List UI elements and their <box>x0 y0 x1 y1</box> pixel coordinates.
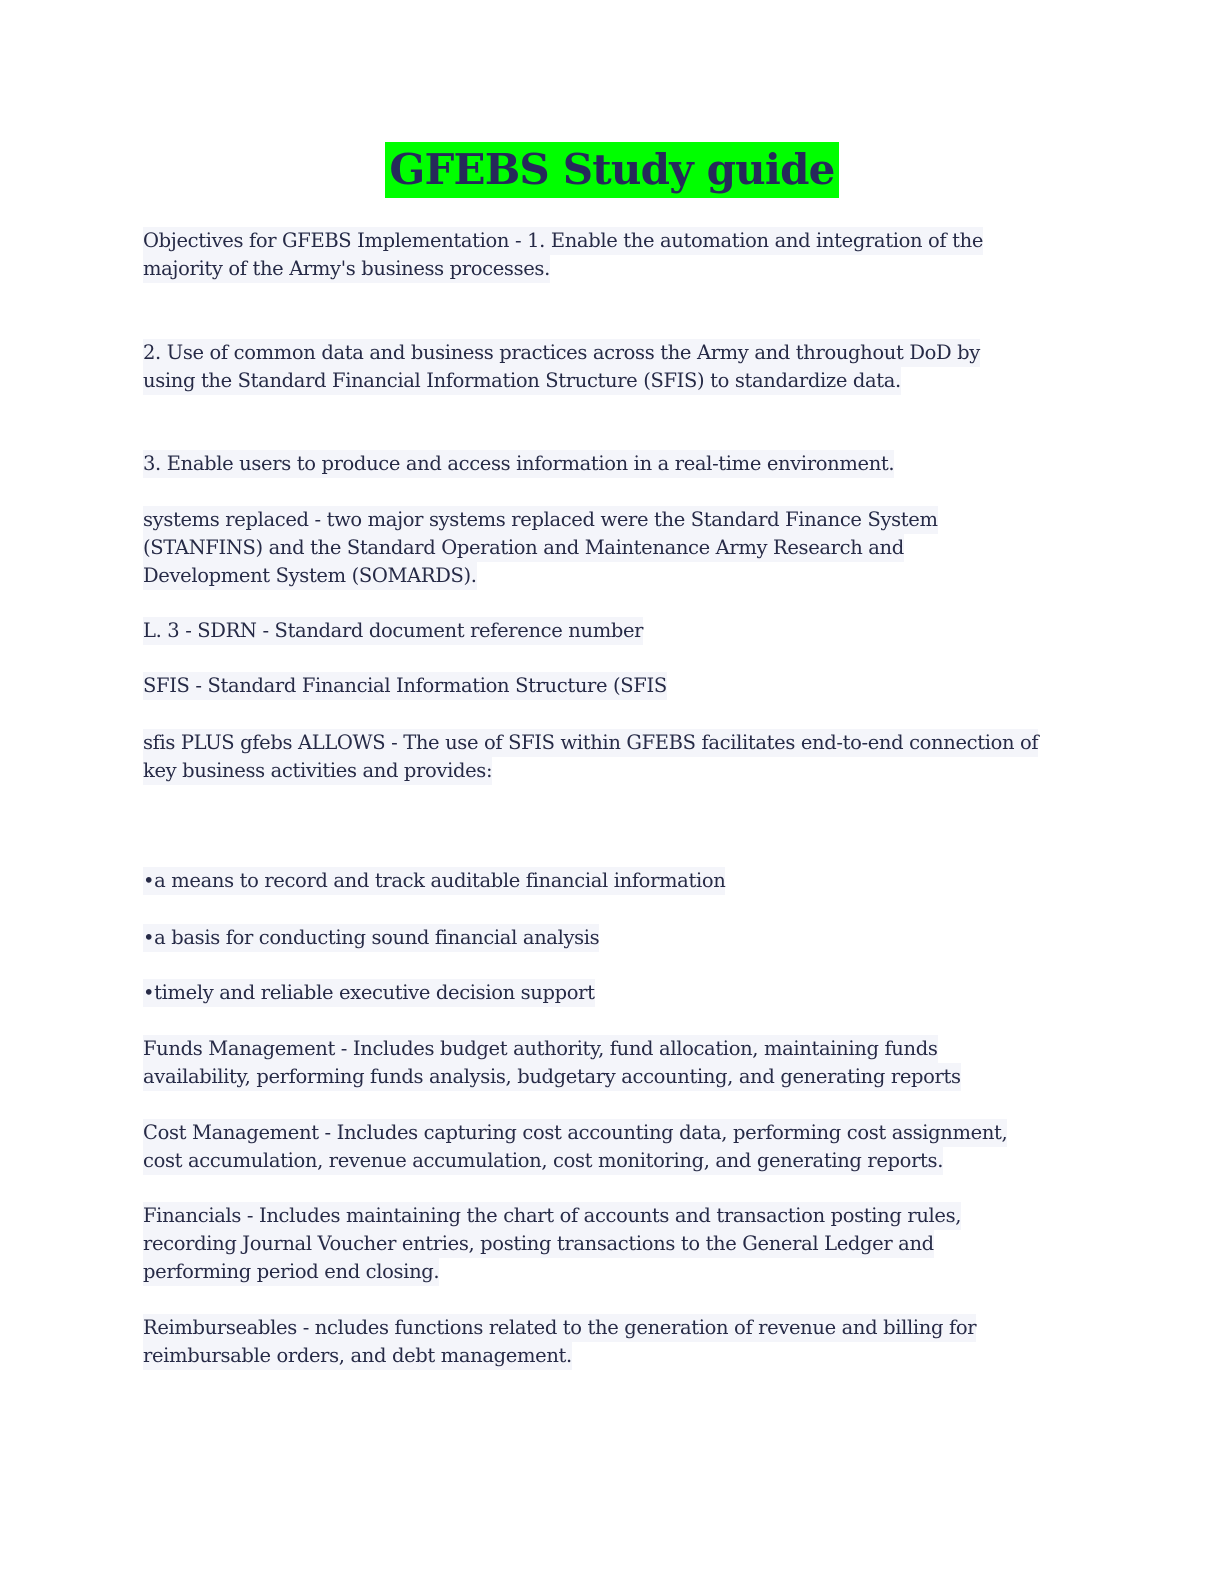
text-line: 2. Use of common data and business practices across the Army and throughout DoD by <box>143 339 980 367</box>
text-line: recording Journal Voucher entries, posting transactions to the General Ledger and <box>143 1230 934 1258</box>
paragraph-sdrn <box>143 617 1103 645</box>
text-line: (STANFINS) and the Standard Operation and Maintenance Army Research and <box>143 534 904 562</box>
title-container <box>0 142 1224 198</box>
paragraph-funds-management <box>143 1035 1103 1091</box>
text-line: 3. Enable users to produce and access information in a real-time environment. <box>143 450 894 478</box>
text-line: Cost Management - Includes capturing cost accounting data, performing cost assignment, <box>143 1119 1007 1147</box>
paragraph-systems-replaced <box>143 506 1103 590</box>
text-line: cost accumulation, revenue accumulation, cost monitoring, and generating reports. <box>143 1147 943 1175</box>
paragraph-objective-2 <box>143 339 1103 395</box>
text-line: majority of the Army's business processes. <box>143 255 550 283</box>
text-line: •a basis for conducting sound financial analysis <box>143 924 599 952</box>
paragraph-financials <box>143 1202 1103 1286</box>
text-line: Development System (SOMARDS). <box>143 562 477 590</box>
text-line: SFIS - Standard Financial Information Structure (SFIS <box>143 672 667 700</box>
paragraph-cost-management <box>143 1119 1103 1175</box>
paragraph-objective-3 <box>143 450 1103 478</box>
paragraph-sfis <box>143 672 1103 700</box>
text-line: •a means to record and track auditable financial information <box>143 867 725 895</box>
text-line: Objectives for GFEBS Implementation - 1. Enable the automation and integration of the <box>143 227 983 255</box>
text-line: availability, performing funds analysis, budgetary accounting, and generating reports <box>143 1063 961 1091</box>
text-line: systems replaced - two major systems replaced were the Standard Finance System <box>143 506 938 534</box>
text-line: Reimburseables - ncludes functions related to the generation of revenue and billing for <box>143 1314 976 1342</box>
paragraph-objectives <box>143 227 1103 283</box>
text-line: key business activities and provides: <box>143 757 492 785</box>
text-line: performing period end closing. <box>143 1258 439 1286</box>
bullet-item-3 <box>143 979 1103 1007</box>
paragraph-sfis-plus-gfebs <box>143 729 1103 785</box>
text-line: •timely and reliable executive decision support <box>143 979 595 1007</box>
bullet-item-2 <box>143 924 1103 952</box>
bullet-item-1 <box>143 867 1103 895</box>
text-line: Financials - Includes maintaining the chart of accounts and transaction posting rules, <box>143 1202 961 1230</box>
text-line: using the Standard Financial Information Structure (SFIS) to standardize data. <box>143 367 901 395</box>
text-line: reimbursable orders, and debt management. <box>143 1342 572 1370</box>
text-line: L. 3 - SDRN - Standard document reference number <box>143 617 643 645</box>
text-line: Funds Management - Includes budget authority, fund allocation, maintaining funds <box>143 1035 938 1063</box>
paragraph-reimburseables <box>143 1314 1103 1370</box>
document-title: GFEBS Study guide <box>385 142 838 198</box>
text-line: sfis PLUS gfebs ALLOWS - The use of SFIS within GFEBS facilitates end-to-end connection of <box>143 729 1038 757</box>
